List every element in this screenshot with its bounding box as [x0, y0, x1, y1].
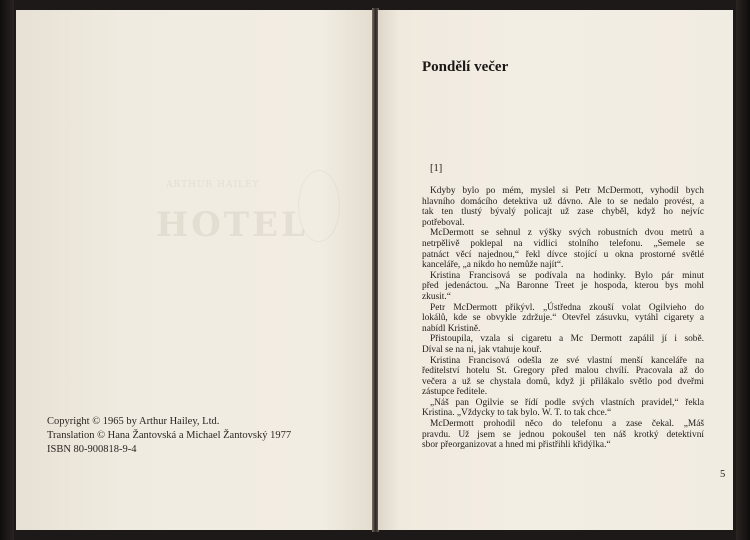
- body-line: Přistoupila, vzala si cigaretu a Mc Dermott zapálil jí i sobě.: [430, 334, 704, 345]
- book-cover-right-edge: [736, 0, 750, 540]
- body-line: Kristina Francisová odešla ze své vlastní menší kanceláře na: [430, 355, 704, 366]
- body-line: McDermott se sehnul z výšky svých robustních dvou metrů a: [430, 228, 704, 239]
- body-line: Petr McDermott přikývl. „Ústředna zkouší volat Ogilvieho do: [430, 302, 704, 313]
- body-line: zkusit.“: [422, 291, 451, 302]
- body-line: ředitelství hotelu St. Gregory před malou chvílí. Pracovala až do: [422, 366, 704, 377]
- translation-line: Translation © Hana Žantovská a Michael Žantovský 1977: [47, 430, 292, 441]
- body-line: pravdu. Už jsem se jednou pokoušel ten náš krotký detektivní: [422, 429, 704, 440]
- show-through-author: ARTHUR HAILEY: [166, 180, 260, 190]
- body-line: lokálů, kde se obvykle zdržuje.“ Otevřel zásuvku, vytáhl cigarety a: [422, 313, 704, 324]
- body-line: Kdyby bylo po mém, myslel si Petr McDermott, vyhodil bych: [430, 186, 704, 196]
- body-line: McDermott prohodil něco do telefonu a zase čekal. „Máš: [430, 419, 704, 430]
- body-line: před jedenáctou. „Na Baronne Treet je hospoda, kterou bys mohl: [422, 281, 704, 292]
- body-line: kanceláře, „a nikdo ho nemůže najít“.: [422, 260, 564, 271]
- body-line: nabídl Kristině.: [422, 323, 481, 334]
- body-line: Kristina. „Vždycky to tak bylo. W. T. to tak chce.“: [422, 408, 612, 419]
- body-line: večera a už se chystala domů, když ji přilákalo světlo pod dveřmi: [422, 376, 704, 387]
- body-line: potřeboval.: [422, 217, 465, 228]
- body-text: [422, 186, 704, 451]
- chapter-title: Pondělí večer: [422, 59, 509, 75]
- body-line: Kristina Francisová se podívala na hodinky. Bylo pár minut: [430, 270, 704, 281]
- body-line: hlavního domácího detektiva už dávno. Ale to se nedalo provést, a: [422, 196, 704, 207]
- body-line: patnáct věcí najednou,“ řekl dívce stojící u okna prostorné světlé: [422, 249, 704, 260]
- section-marker: [1]: [430, 163, 443, 174]
- isbn-line: ISBN 80-900818-9-4: [47, 444, 137, 455]
- page-number: 5: [720, 469, 726, 480]
- copyright-notice: [47, 415, 291, 457]
- show-through-emblem: [298, 170, 340, 242]
- body-line: tak ten tlustý bývalý policajt už zase chyběl, když ho nejvíc: [422, 207, 704, 218]
- show-through-title: HOTEL: [156, 205, 308, 245]
- left-page: [16, 10, 373, 530]
- body-line: sbor přeorganizovat a hned mi přistřihli křidýlka.“: [422, 440, 611, 451]
- body-line: zástupce ředitele.: [422, 387, 488, 398]
- book-cover-left-edge: [0, 0, 14, 540]
- copyright-line: Copyright © 1965 by Arthur Hailey, Ltd.: [47, 416, 220, 427]
- right-page: [378, 10, 733, 530]
- body-line: netrpělivě poklepal na vidlici stolního telefonu. „Semele se: [422, 238, 704, 249]
- body-line: Díval se na ni, jak vtahuje kouř.: [422, 344, 542, 355]
- body-line: „Náš pan Ogilvie se řídí podle svých vlastních pravidel,“ řekla: [430, 397, 704, 408]
